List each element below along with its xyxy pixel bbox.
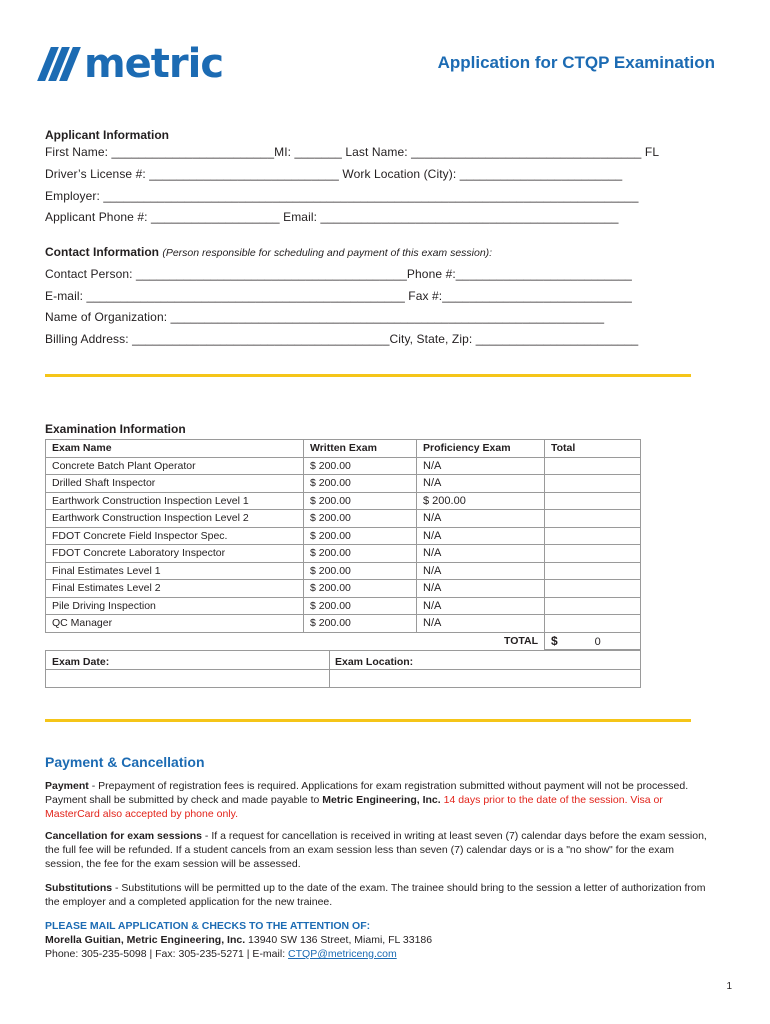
exam-name: Earthwork Construction Inspection Level 1 <box>46 492 304 510</box>
contact-email-line[interactable]: E-mail: _______________________________________________ Fax #:____________________________ <box>45 289 632 303</box>
table-row <box>46 457 641 475</box>
cancellation-label: Cancellation for exam sessions <box>45 830 202 842</box>
payment-paragraph <box>45 779 715 821</box>
row-total[interactable] <box>545 545 641 563</box>
logo-wordmark: metric <box>84 41 224 87</box>
proficiency-fee[interactable]: N/A <box>417 527 545 545</box>
contact-heading-row <box>45 245 492 259</box>
written-fee: $ 200.00 <box>304 527 417 545</box>
substitutions-label: Substitutions <box>45 882 113 894</box>
exam-name: Final Estimates Level 2 <box>46 580 304 598</box>
proficiency-fee[interactable]: $ 200.00 <box>417 492 545 510</box>
mail-name: Morella Guitian, Metric Engineering, Inc. <box>45 934 246 946</box>
exam-location-label: Exam Location: <box>335 656 414 668</box>
row-total[interactable] <box>545 562 641 580</box>
substitutions-paragraph <box>45 881 715 909</box>
exam-date-location-box <box>45 650 641 688</box>
row-total[interactable] <box>545 580 641 598</box>
exam-name: Earthwork Construction Inspection Level 2 <box>46 510 304 528</box>
table-row <box>46 475 641 493</box>
substitutions-text: - Substitutions will be permitted up to the date of the exam. The trainee should bring to the session a letter of authorization from the employer and a completed application for the new trainee. <box>45 882 706 908</box>
proficiency-fee[interactable]: N/A <box>417 475 545 493</box>
contact-heading: Contact Information <box>45 245 159 259</box>
proficiency-fee[interactable]: N/A <box>417 615 545 633</box>
cancellation-paragraph <box>45 829 715 871</box>
page-number: 1 <box>726 981 732 992</box>
exam-name: FDOT Concrete Field Inspector Spec. <box>46 527 304 545</box>
section-divider <box>45 374 691 377</box>
applicant-heading: Applicant Information <box>45 128 169 142</box>
col-proficiency: Proficiency Exam <box>417 440 545 458</box>
cancellation-text: - If a request for cancellation is received in writing at least seven (7) calendar days before the exam session, the full fee will be refunded. If a student cancels from an exam session less than seven (7) calendar days or is a "no show" for the exam session, the fee for the exam session will be assessed. <box>45 830 707 870</box>
table-row <box>46 615 641 633</box>
written-fee: $ 200.00 <box>304 562 417 580</box>
written-fee: $ 200.00 <box>304 545 417 563</box>
metric-logo <box>44 41 224 87</box>
payment-company: Metric Engineering, Inc. <box>322 794 441 806</box>
mail-address: 13940 SW 136 Street, Miami, FL 33186 <box>245 934 433 946</box>
written-fee: $ 200.00 <box>304 475 417 493</box>
table-row <box>46 580 641 598</box>
mail-contact-line <box>45 947 715 961</box>
row-total[interactable] <box>545 475 641 493</box>
total-spacer <box>46 632 304 650</box>
table-row <box>46 492 641 510</box>
email-link[interactable]: CTQP@metriceng.com <box>288 948 397 960</box>
exam-location-field[interactable] <box>332 671 638 686</box>
exam-name: Final Estimates Level 1 <box>46 562 304 580</box>
contact-person-line[interactable]: Contact Person: ________________________________________Phone #:__________________________ <box>45 267 632 281</box>
total-row <box>46 632 641 650</box>
payment-deadline: 14 days prior to the date of the session. Visa or MasterCard also accepted by phone only. <box>45 794 663 820</box>
row-total[interactable] <box>545 597 641 615</box>
mail-heading: PLEASE MAIL APPLICATION & CHECKS TO THE ATTENTION OF: <box>45 920 371 932</box>
payment-text: - Prepayment of registration fees is required. Applications for exam registration submitted without payment will not be processed. Payment shall be submitted by check and made payable to <box>45 780 689 806</box>
proficiency-fee[interactable]: N/A <box>417 457 545 475</box>
written-fee: $ 200.00 <box>304 492 417 510</box>
proficiency-fee[interactable]: N/A <box>417 580 545 598</box>
payment-heading: Payment & Cancellation <box>45 754 205 770</box>
exam-date-label: Exam Date: <box>52 656 110 668</box>
written-fee: $ 200.00 <box>304 597 417 615</box>
table-row <box>46 562 641 580</box>
table-header-row <box>46 440 641 458</box>
written-fee: $ 200.00 <box>304 510 417 528</box>
total-label: TOTAL <box>503 635 538 647</box>
applicant-phone-line[interactable]: Applicant Phone #: ___________________ Email: ____________________________________________ <box>45 210 619 224</box>
exam-name: Drilled Shaft Inspector <box>46 475 304 493</box>
total-value: 0 <box>594 635 601 648</box>
total-currency: $ <box>551 633 558 648</box>
table-row <box>46 545 641 563</box>
proficiency-fee[interactable]: N/A <box>417 545 545 563</box>
applicant-name-line[interactable]: First Name: ________________________MI: _______ Last Name: __________________________________ FL <box>45 145 660 159</box>
col-written: Written Exam <box>304 440 417 458</box>
row-total[interactable] <box>545 457 641 475</box>
table-row <box>46 597 641 615</box>
section-divider <box>45 719 691 722</box>
written-fee: $ 200.00 <box>304 615 417 633</box>
mailing-block <box>45 919 715 961</box>
total-spacer <box>304 632 417 650</box>
col-exam-name: Exam Name <box>46 440 304 458</box>
billing-address-line[interactable]: Billing Address: ______________________________________City, State, Zip: ________________________ <box>45 332 639 346</box>
exam-heading: Examination Information <box>45 422 186 436</box>
exam-table <box>45 439 641 650</box>
box-rule <box>46 669 640 670</box>
logo-mark-icon <box>37 47 81 81</box>
row-total[interactable] <box>545 492 641 510</box>
proficiency-fee[interactable]: N/A <box>417 597 545 615</box>
proficiency-fee[interactable]: N/A <box>417 510 545 528</box>
exam-name: QC Manager <box>46 615 304 633</box>
table-row <box>46 510 641 528</box>
exam-date-field[interactable] <box>48 671 327 686</box>
row-total[interactable] <box>545 510 641 528</box>
written-fee: $ 200.00 <box>304 580 417 598</box>
organization-line[interactable]: Name of Organization: ________________________________________________________________ <box>45 310 605 324</box>
exam-name: Concrete Batch Plant Operator <box>46 457 304 475</box>
mail-address-line <box>45 933 715 947</box>
row-total[interactable] <box>545 615 641 633</box>
grand-total-cell[interactable] <box>545 632 641 650</box>
applicant-license-line[interactable]: Driver’s License #: ____________________________ Work Location (City): ________________________ <box>45 167 623 181</box>
written-fee: $ 200.00 <box>304 457 417 475</box>
exam-name: Pile Driving Inspection <box>46 597 304 615</box>
payment-label: Payment <box>45 780 89 792</box>
row-total[interactable] <box>545 527 641 545</box>
proficiency-fee[interactable]: N/A <box>417 562 545 580</box>
page-title: Application for CTQP Examination <box>437 53 715 72</box>
mail-phone: Phone: 305-235-5098 | Fax: 305-235-5271 | E-mail: <box>45 948 289 960</box>
applicant-employer-line[interactable]: Employer: _______________________________________________________________________________ <box>45 189 639 203</box>
contact-note: (Person responsible for scheduling and payment of this exam session): <box>162 247 493 259</box>
col-total: Total <box>545 440 641 458</box>
exam-name: FDOT Concrete Laboratory Inspector <box>46 545 304 563</box>
table-row <box>46 527 641 545</box>
